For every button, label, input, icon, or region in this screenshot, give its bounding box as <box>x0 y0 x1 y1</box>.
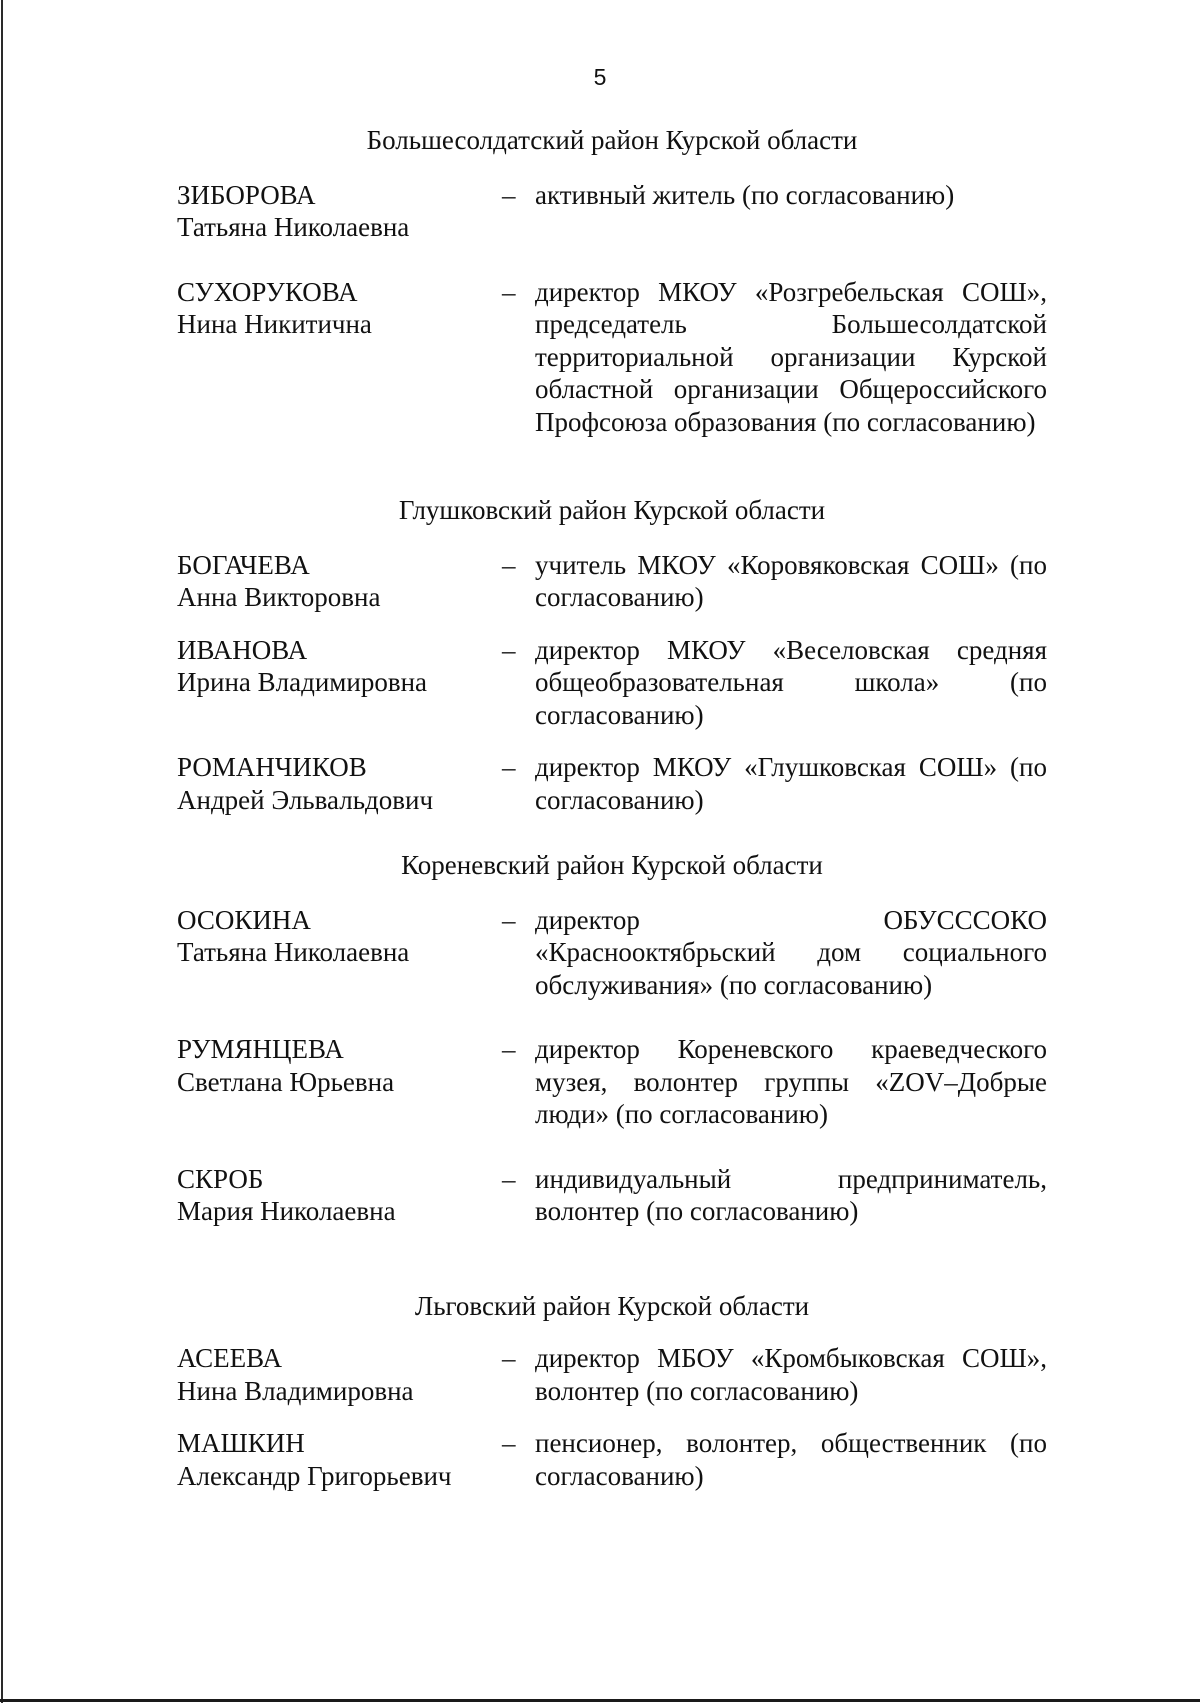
dash-separator: – <box>502 1163 516 1194</box>
member-given-names: Андрей Эльвальдович <box>177 784 434 815</box>
member-name <box>177 1033 502 1131</box>
member-given-names: Ирина Владимировна <box>177 667 428 697</box>
member-role: директор МКОУ «Веселовская средняя общеобразовательная школа» (по согласованию) <box>535 634 1047 730</box>
member-role: пенсионер, волонтер, общественник (по согласованию) <box>535 1428 1047 1491</box>
member-name <box>177 904 502 1002</box>
member-surname: РОМАНЧИКОВ <box>177 752 367 782</box>
dash-separator: – <box>502 634 516 665</box>
member-surname: МАШКИН <box>177 1428 305 1458</box>
member-surname: ИВАНОВА <box>177 634 308 665</box>
member-entry <box>177 179 1047 244</box>
member-entry <box>177 1427 1047 1492</box>
dash-separator: – <box>502 1343 516 1373</box>
member-name <box>177 634 502 732</box>
member-role: директор ОБУСССОКО «Краснооктябрьский дом социального обслуживания» (по согласованию) <box>535 904 1047 1000</box>
member-name <box>177 549 502 614</box>
member-role: директор Кореневского краеведческого музея, волонтер группы «ZOV–Добрые люди» (по согласованию) <box>535 1034 1047 1129</box>
district-heading: Льговский район Курской области <box>414 1290 810 1321</box>
district-section <box>177 849 1047 1228</box>
member-entry <box>177 751 1047 816</box>
member-name <box>177 276 502 439</box>
member-entry <box>177 904 1047 1002</box>
document-body <box>177 124 1047 1492</box>
member-name <box>177 1163 502 1228</box>
member-role: директор МКОУ «Розгребельская СОШ», председатель Большесолдатской территориальной организации Курской областной организации Общероссийского Профсоюза образования (по согласованию) <box>535 276 1047 437</box>
member-entry <box>177 634 1047 732</box>
page-bottom-edge <box>0 1699 1200 1702</box>
member-surname: РУМЯНЦЕВА <box>177 1034 344 1064</box>
dash-separator: – <box>502 1428 516 1458</box>
dash-separator: – <box>502 549 516 580</box>
member-given-names: Анна Викторовна <box>177 582 381 612</box>
member-surname: ОСОКИНА <box>177 904 311 935</box>
dash-separator: – <box>502 752 516 782</box>
district-section <box>177 494 1047 816</box>
member-role: учитель МКОУ «Коровяковская СОШ» (по согласованию) <box>535 549 1047 612</box>
page-number: 5 <box>593 64 607 90</box>
member-entry <box>177 549 1047 614</box>
member-given-names: Нина Владимировна <box>177 1375 414 1406</box>
dash-separator: – <box>502 179 516 210</box>
member-role: директор МКОУ «Глушковская СОШ» (по согласованию) <box>535 752 1047 815</box>
member-name <box>177 751 502 816</box>
dash-separator: – <box>502 904 516 935</box>
district-heading: Глушковский район Курской области <box>398 495 826 525</box>
member-entry <box>177 276 1047 439</box>
district-section <box>177 124 1047 438</box>
member-surname: СУХОРУКОВА <box>177 276 358 307</box>
member-role: активный житель (по согласованию) <box>535 179 955 210</box>
member-entry <box>177 1342 1047 1407</box>
member-given-names: Нина Никитична <box>177 309 372 339</box>
member-surname: ЗИБОРОВА <box>177 179 316 210</box>
member-name <box>177 1342 502 1407</box>
district-section <box>177 1290 1047 1493</box>
page-left-edge <box>1 0 3 1703</box>
member-name <box>177 1427 502 1492</box>
district-heading: Кореневский район Курской области <box>401 850 823 880</box>
member-name <box>177 179 502 244</box>
member-given-names: Александр Григорьевич <box>177 1460 452 1491</box>
member-role: индивидуальный предприниматель, волонтер (по согласованию) <box>535 1163 1047 1226</box>
member-surname: АСЕЕВА <box>177 1343 282 1373</box>
member-given-names: Мария Николаевна <box>177 1196 396 1226</box>
member-surname: БОГАЧЕВА <box>177 549 310 580</box>
district-heading: Большесолдатский район Курской области <box>366 125 858 155</box>
member-given-names: Татьяна Николаевна <box>177 937 410 967</box>
member-given-names: Светлана Юрьевна <box>177 1066 395 1097</box>
dash-separator: – <box>502 1034 516 1064</box>
member-role: директор МБОУ «Кромбыковская СОШ», волонтер (по согласованию) <box>535 1343 1047 1406</box>
dash-separator: – <box>502 276 516 307</box>
member-entry <box>177 1163 1047 1228</box>
member-entry <box>177 1033 1047 1131</box>
member-given-names: Татьяна Николаевна <box>177 212 410 242</box>
member-surname: СКРОБ <box>177 1163 264 1194</box>
